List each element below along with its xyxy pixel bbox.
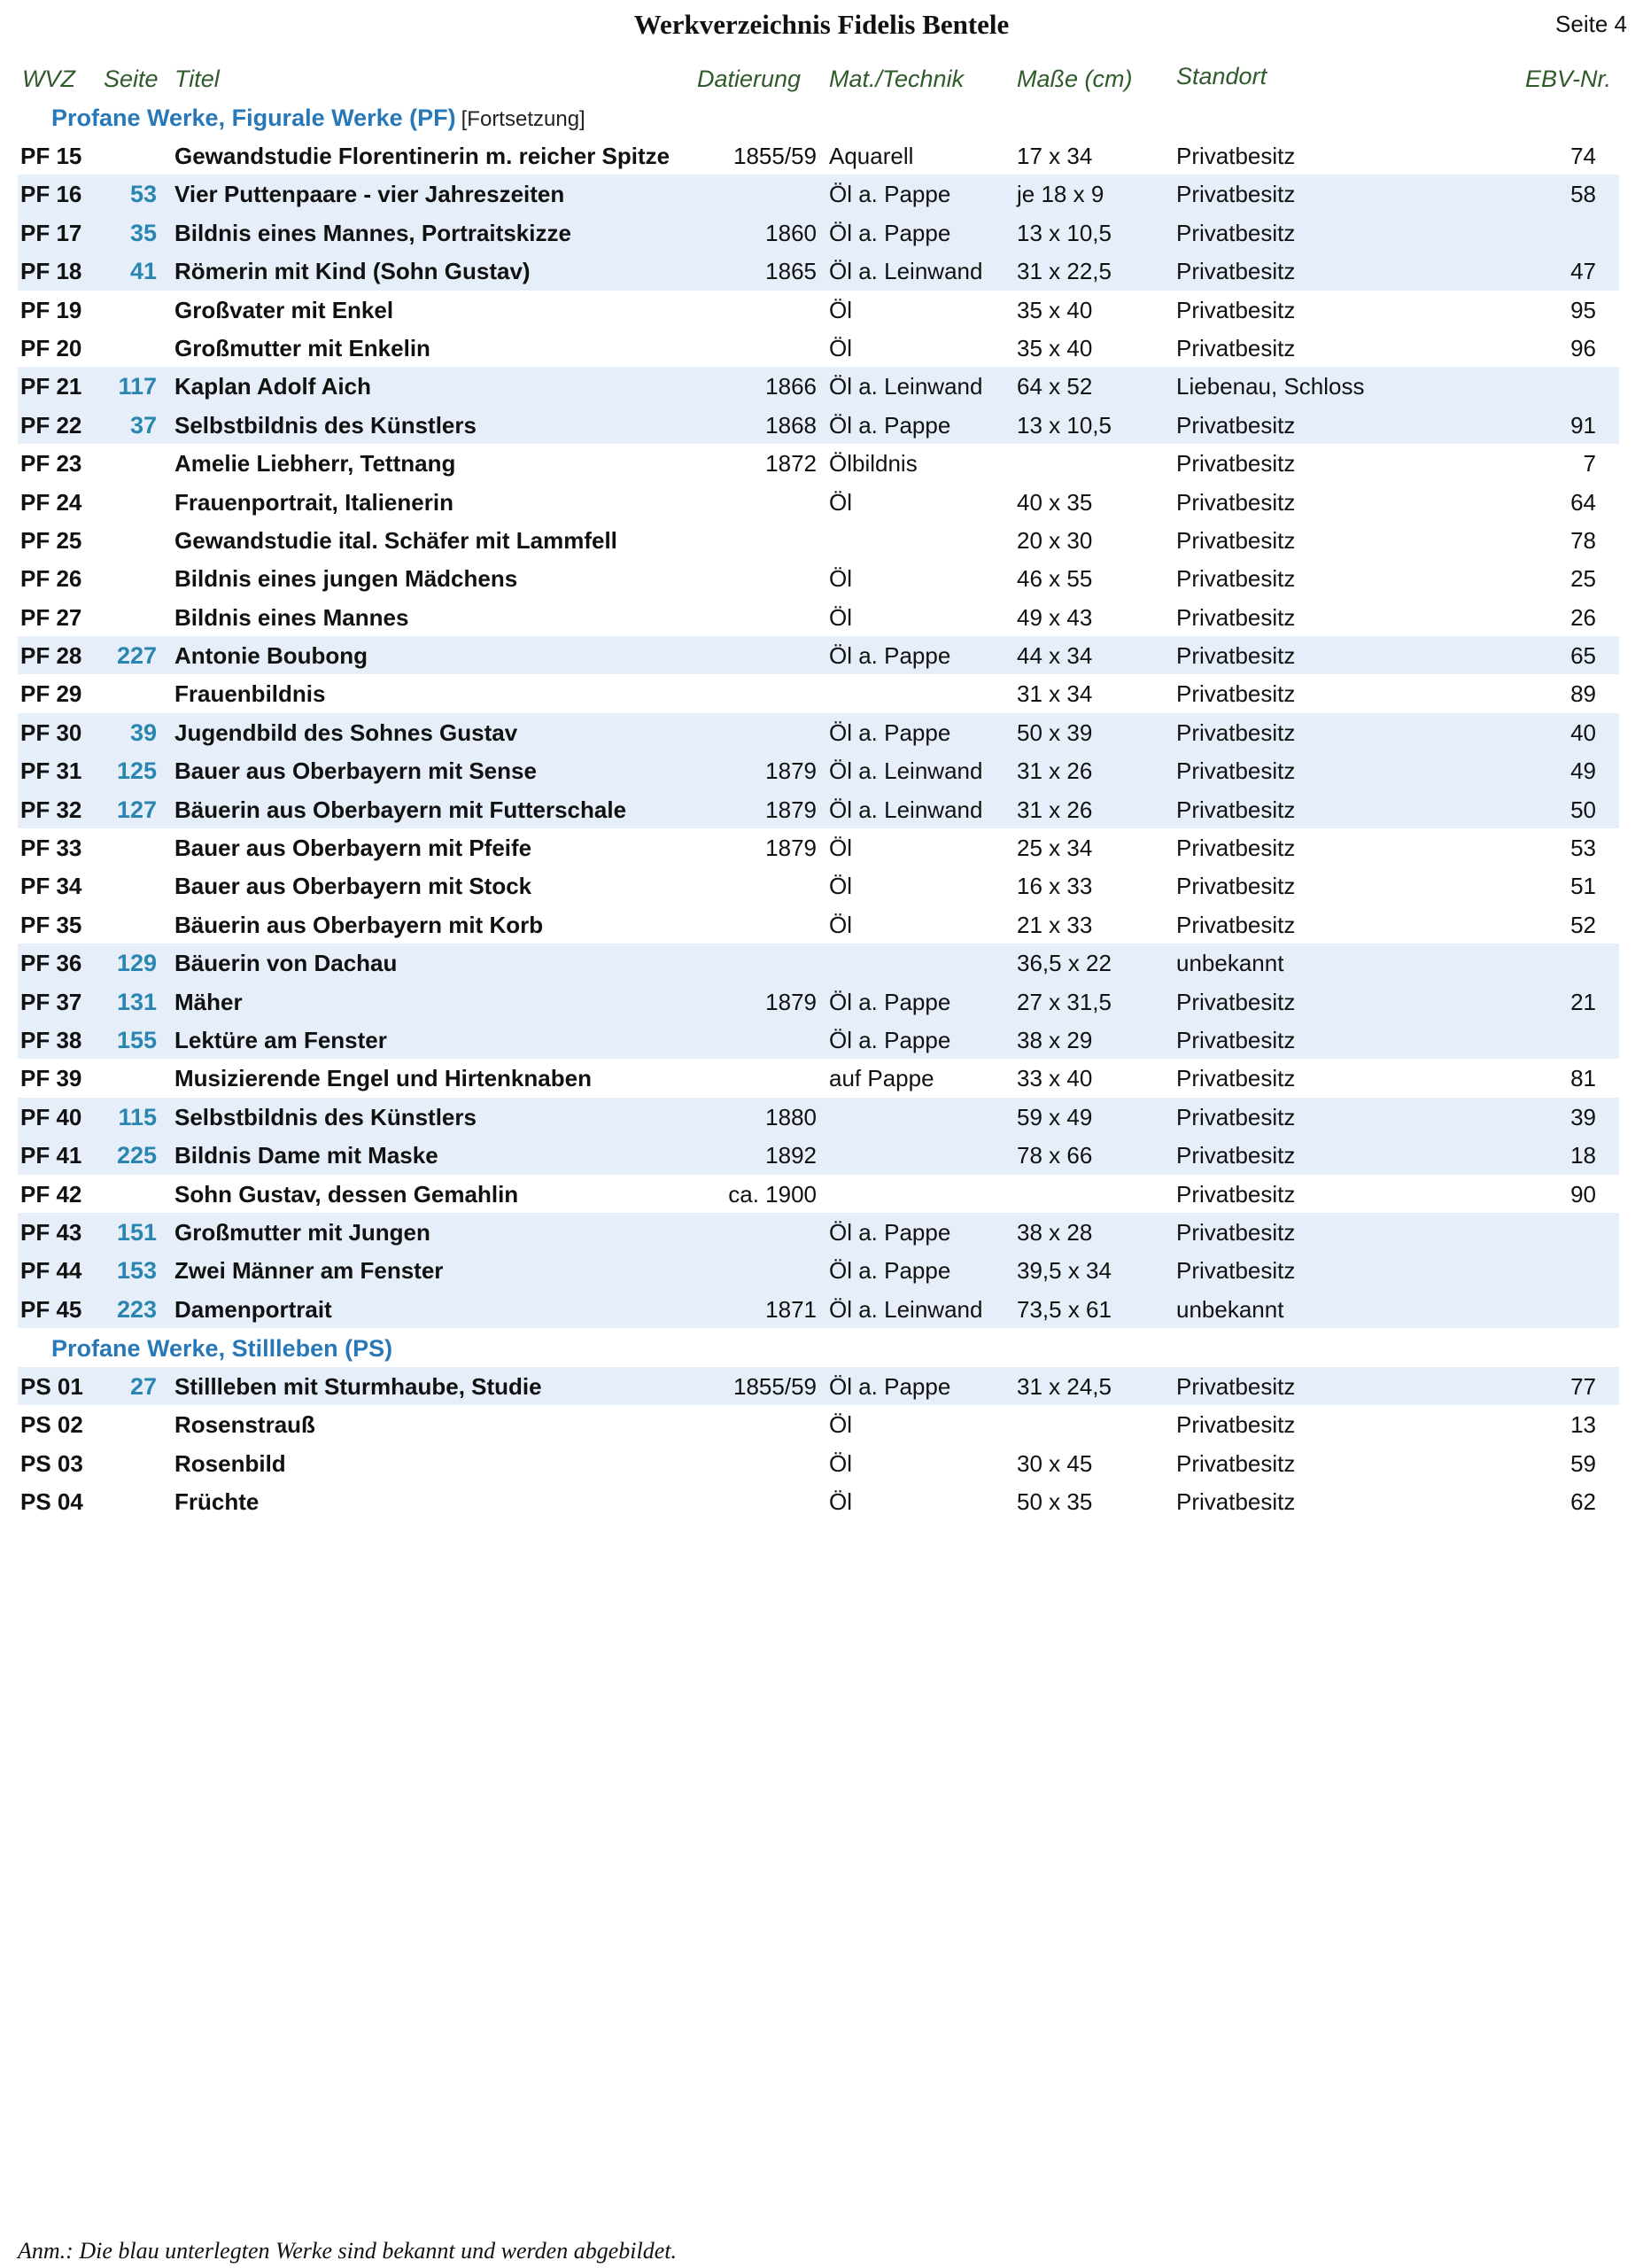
works-table-figurale (18, 136, 1619, 1328)
cell-standort: Privatbesitz (1176, 988, 1296, 1015)
cell-masse: 13 x 10,5 (1017, 219, 1112, 246)
table-row (18, 1251, 1619, 1289)
cell-wvz: PF 33 (20, 835, 82, 862)
cell-standort: Privatbesitz (1176, 526, 1296, 554)
table-row (18, 1175, 1619, 1213)
cell-wvz: PF 27 (20, 603, 82, 631)
cell-ebv: 65 (1570, 642, 1596, 670)
cell-titel: Bauer aus Oberbayern mit Sense (174, 757, 537, 785)
cell-ebv: 52 (1570, 911, 1596, 938)
cell-technik: Öl a. Pappe (829, 1373, 951, 1400)
cell-technik: Öl a. Pappe (829, 1218, 951, 1246)
cell-titel: Zwei Männer am Fenster (174, 1257, 444, 1285)
cell-ebv: 40 (1570, 718, 1596, 746)
cell-wvz: PF 35 (20, 911, 82, 938)
cell-standort: Privatbesitz (1176, 411, 1296, 439)
cell-standort: unbekannt (1176, 1295, 1284, 1323)
cell-masse: 35 x 40 (1017, 296, 1093, 323)
cell-ebv: 39 (1570, 1103, 1596, 1130)
cell-ebv: 47 (1570, 258, 1596, 285)
cell-titel: Amelie Liebherr, Tettnang (174, 450, 456, 478)
cell-masse: 50 x 39 (1017, 718, 1093, 746)
cell-standort: Privatbesitz (1176, 1142, 1296, 1169)
table-row (18, 790, 1619, 828)
cell-seite: 27 (129, 1373, 157, 1400)
cell-wvz: PF 28 (20, 642, 82, 670)
cell-technik: Öl a. Pappe (829, 988, 951, 1015)
cell-titel: Lektüre am Fenster (174, 1026, 387, 1053)
cell-ebv: 49 (1570, 757, 1596, 785)
cell-wvz: PF 43 (20, 1218, 82, 1246)
cell-masse: 44 x 34 (1017, 642, 1093, 670)
cell-titel: Bildnis Dame mit Maske (174, 1142, 438, 1169)
cell-wvz: PF 41 (20, 1142, 82, 1169)
cell-wvz: PF 45 (20, 1295, 82, 1323)
cell-titel: Gewandstudie Florentinerin m. reicher Spitze (174, 143, 670, 169)
cell-titel: Bildnis eines Mannes (174, 603, 409, 631)
cell-titel: Bäuerin von Dachau (174, 950, 398, 977)
cell-technik: Ölbildnis (829, 450, 918, 478)
cell-ebv: 95 (1570, 296, 1596, 323)
cell-wvz: PF 37 (20, 988, 82, 1015)
column-header-technik: Mat./Technik (829, 66, 965, 92)
table-row (18, 751, 1619, 789)
cell-titel: Mäher (174, 988, 243, 1015)
cell-masse: je 18 x 9 (1017, 181, 1104, 208)
cell-masse: 31 x 26 (1017, 796, 1093, 823)
table-row (18, 252, 1619, 290)
cell-technik: Öl a. Pappe (829, 718, 951, 746)
cell-wvz: PF 21 (20, 373, 82, 400)
cell-ebv: 78 (1570, 526, 1596, 554)
cell-ebv: 96 (1570, 334, 1596, 361)
cell-standort: Privatbesitz (1176, 642, 1296, 670)
cell-masse: 38 x 28 (1017, 1218, 1093, 1246)
table-row (18, 291, 1619, 329)
cell-wvz: PF 44 (20, 1257, 82, 1285)
cell-seite: 39 (129, 718, 157, 746)
cell-masse: 40 x 35 (1017, 488, 1093, 516)
cell-wvz: PF 36 (20, 950, 82, 977)
column-header-wvz: WVZ (22, 66, 75, 92)
cell-seite: 125 (116, 757, 157, 785)
cell-masse: 73,5 x 61 (1017, 1295, 1112, 1323)
cell-ebv: 74 (1570, 143, 1596, 169)
cell-standort: Privatbesitz (1176, 1411, 1296, 1439)
table-row (18, 1405, 1619, 1443)
cell-masse: 35 x 40 (1017, 334, 1093, 361)
cell-technik: Öl a. Pappe (829, 642, 951, 670)
cell-datierung: 1868 (765, 411, 817, 439)
cell-titel: Vier Puttenpaare - vier Jahreszeiten (174, 181, 565, 208)
cell-titel: Bäuerin aus Oberbayern mit Futterschale (174, 796, 627, 823)
cell-technik: Öl (829, 565, 852, 593)
cell-technik: Öl (829, 488, 852, 516)
cell-seite: 153 (116, 1257, 157, 1285)
cell-titel: Antonie Boubong (174, 642, 368, 670)
cell-technik: Aquarell (829, 143, 914, 169)
cell-wvz: PF 24 (20, 488, 82, 516)
cell-masse: 27 x 31,5 (1017, 988, 1112, 1015)
cell-ebv: 77 (1570, 1373, 1596, 1400)
cell-titel: Bildnis eines Mannes, Portraitskizze (174, 219, 571, 246)
cell-standort: Privatbesitz (1176, 258, 1296, 285)
cell-titel: Musizierende Engel und Hirtenknaben (174, 1065, 592, 1092)
cell-wvz: PF 42 (20, 1180, 82, 1208)
cell-masse: 78 x 66 (1017, 1142, 1093, 1169)
column-header-standort: Standort (1176, 63, 1267, 89)
cell-technik: Öl (829, 835, 852, 862)
section-title: Profane Werke, Stillleben (PS) (51, 1335, 393, 1362)
cell-wvz: PS 03 (20, 1449, 83, 1477)
page-number: Seite 4 (1555, 11, 1627, 37)
cell-masse: 64 x 52 (1017, 373, 1093, 400)
cell-ebv: 25 (1570, 565, 1596, 593)
cell-datierung: 1879 (765, 757, 817, 785)
cell-seite: 35 (129, 219, 157, 246)
cell-datierung: 1855/59 (733, 1373, 817, 1400)
cell-standort: unbekannt (1176, 950, 1284, 977)
cell-standort: Privatbesitz (1176, 911, 1296, 938)
cell-wvz: PF 39 (20, 1065, 82, 1092)
cell-masse: 21 x 33 (1017, 911, 1093, 938)
cell-technik: Öl (829, 1488, 852, 1516)
footnote: Anm.: Die blau unterlegten Werke sind bekannt und werden abgebildet. (18, 2238, 677, 2264)
cell-standort: Privatbesitz (1176, 1488, 1296, 1516)
cell-wvz: PF 20 (20, 334, 82, 361)
table-row (18, 1290, 1619, 1328)
cell-standort: Privatbesitz (1176, 873, 1296, 900)
cell-ebv: 50 (1570, 796, 1596, 823)
cell-technik: Öl (829, 873, 852, 900)
table-row (18, 444, 1619, 482)
cell-standort: Privatbesitz (1176, 1257, 1296, 1285)
cell-ebv: 51 (1570, 873, 1596, 900)
cell-masse: 30 x 45 (1017, 1449, 1093, 1477)
cell-standort: Privatbesitz (1176, 219, 1296, 246)
cell-masse: 46 x 55 (1017, 565, 1093, 593)
cell-wvz: PF 40 (20, 1103, 82, 1130)
cell-wvz: PF 19 (20, 296, 82, 323)
cell-titel: Frauenportrait, Italienerin (174, 488, 453, 516)
cell-titel: Früchte (174, 1488, 260, 1516)
cell-standort: Privatbesitz (1176, 680, 1296, 708)
cell-standort: Privatbesitz (1176, 1218, 1296, 1246)
cell-ebv: 59 (1570, 1449, 1596, 1477)
cell-standort: Privatbesitz (1176, 1026, 1296, 1053)
cell-seite: 129 (116, 950, 157, 977)
table-row (18, 1136, 1619, 1174)
cell-wvz: PF 17 (20, 219, 82, 246)
cell-datierung: 1871 (765, 1295, 817, 1323)
column-header-seite: Seite (104, 66, 159, 92)
cell-titel: Gewandstudie ital. Schäfer mit Lammfell (174, 526, 617, 554)
cell-wvz: PF 32 (20, 796, 82, 823)
cell-titel: Bauer aus Oberbayern mit Stock (174, 873, 532, 900)
cell-ebv: 91 (1570, 411, 1596, 439)
cell-seite: 155 (116, 1026, 157, 1053)
table-row (18, 367, 1619, 405)
cell-titel: Kaplan Adolf Aich (174, 373, 371, 400)
cell-standort: Privatbesitz (1176, 835, 1296, 862)
cell-seite: 117 (118, 373, 157, 400)
cell-standort: Privatbesitz (1176, 1373, 1296, 1400)
cell-titel: Jugendbild des Sohnes Gustav (174, 718, 518, 746)
cell-ebv: 81 (1570, 1065, 1596, 1092)
cell-standort: Privatbesitz (1176, 1103, 1296, 1130)
table-row (18, 1482, 1619, 1520)
cell-technik: Öl a. Leinwand (829, 258, 983, 285)
cell-technik: Öl (829, 603, 852, 631)
cell-titel: Großmutter mit Enkelin (174, 334, 430, 361)
table-row (18, 175, 1619, 213)
cell-datierung: 1879 (765, 796, 817, 823)
cell-standort: Privatbesitz (1176, 718, 1296, 746)
table-row (18, 1021, 1619, 1059)
cell-titel: Frauenbildnis (174, 680, 326, 708)
cell-ebv: 18 (1570, 1142, 1596, 1169)
cell-masse: 16 x 33 (1017, 873, 1093, 900)
cell-masse: 59 x 49 (1017, 1103, 1093, 1130)
cell-titel: Großmutter mit Jungen (174, 1218, 430, 1246)
cell-wvz: PF 22 (20, 411, 82, 439)
table-row (18, 1367, 1619, 1405)
cell-ebv: 62 (1570, 1488, 1596, 1516)
cell-titel: Bäuerin aus Oberbayern mit Korb (174, 911, 544, 938)
cell-technik: Öl (829, 1449, 852, 1477)
cell-wvz: PS 01 (20, 1373, 83, 1400)
cell-standort: Privatbesitz (1176, 757, 1296, 785)
cell-wvz: PF 30 (20, 718, 82, 746)
cell-titel: Rosenbild (174, 1449, 286, 1477)
cell-standort: Privatbesitz (1176, 1180, 1296, 1208)
cell-technik: Öl a. Pappe (829, 219, 951, 246)
cell-masse: 31 x 24,5 (1017, 1373, 1112, 1400)
document-title: Werkverzeichnis Fidelis Bentele (633, 9, 1010, 40)
section-heading-figurale (51, 105, 585, 132)
cell-datierung: 1872 (765, 450, 817, 478)
section-title: Profane Werke, Figurale Werke (PF) (51, 105, 456, 131)
cell-seite: 223 (116, 1295, 157, 1323)
table-row (18, 559, 1619, 597)
cell-wvz: PF 38 (20, 1026, 82, 1053)
cell-titel: Stillleben mit Sturmhaube, Studie (174, 1373, 542, 1400)
cell-wvz: PF 23 (20, 450, 82, 478)
cell-wvz: PF 29 (20, 680, 82, 708)
cell-wvz: PF 15 (20, 143, 82, 169)
table-row (18, 136, 1619, 175)
cell-masse: 36,5 x 22 (1017, 950, 1112, 977)
cell-wvz: PF 34 (20, 873, 82, 900)
table-row (18, 521, 1619, 559)
table-row (18, 1098, 1619, 1136)
cell-datierung: 1855/59 (733, 143, 817, 169)
cell-seite: 115 (118, 1103, 157, 1130)
cell-seite: 131 (116, 988, 157, 1015)
cell-titel: Damenportrait (174, 1295, 332, 1323)
cell-standort: Privatbesitz (1176, 1449, 1296, 1477)
cell-seite: 37 (129, 411, 157, 439)
table-row (18, 598, 1619, 636)
cell-seite: 53 (129, 181, 157, 208)
column-header-row (0, 63, 1643, 97)
table-row (18, 406, 1619, 444)
cell-ebv: 89 (1570, 680, 1596, 708)
cell-standort: Privatbesitz (1176, 1065, 1296, 1092)
cell-titel: Großvater mit Enkel (174, 296, 394, 323)
cell-masse: 17 x 34 (1017, 143, 1093, 169)
column-header-datierung: Datierung (697, 66, 802, 92)
cell-masse: 13 x 10,5 (1017, 411, 1112, 439)
cell-titel: Bauer aus Oberbayern mit Pfeife (174, 835, 532, 862)
cell-standort: Privatbesitz (1176, 796, 1296, 823)
cell-datierung: 1892 (765, 1142, 817, 1169)
cell-wvz: PF 26 (20, 565, 82, 593)
cell-wvz: PS 02 (20, 1411, 83, 1439)
cell-wvz: PF 18 (20, 258, 82, 285)
cell-titel: Rosenstrauß (174, 1411, 315, 1439)
cell-datierung: 1866 (765, 373, 817, 400)
cell-ebv: 53 (1570, 835, 1596, 862)
cell-technik: Öl a. Leinwand (829, 1295, 983, 1323)
works-table-stillleben (18, 1367, 1619, 1521)
cell-standort: Privatbesitz (1176, 488, 1296, 516)
cell-titel: Selbstbildnis des Künstlers (174, 411, 477, 439)
cell-datierung: 1879 (765, 835, 817, 862)
table-row (18, 983, 1619, 1021)
table-row (18, 866, 1619, 905)
cell-masse: 50 x 35 (1017, 1488, 1093, 1516)
cell-seite: 41 (129, 258, 157, 285)
cell-datierung: 1860 (765, 219, 817, 246)
cell-masse: 39,5 x 34 (1017, 1257, 1112, 1285)
cell-seite: 127 (116, 796, 157, 823)
cell-ebv: 26 (1570, 603, 1596, 631)
cell-ebv: 13 (1570, 1411, 1596, 1439)
cell-seite: 151 (116, 1218, 157, 1246)
section-heading-stillleben (51, 1335, 392, 1363)
cell-technik: auf Pappe (829, 1065, 934, 1092)
cell-technik: Öl a. Pappe (829, 1257, 951, 1285)
cell-technik: Öl a. Pappe (829, 181, 951, 208)
cell-titel: Sohn Gustav, dessen Gemahlin (174, 1180, 519, 1208)
cell-standort: Privatbesitz (1176, 296, 1296, 323)
cell-masse: 33 x 40 (1017, 1065, 1093, 1092)
cell-titel: Römerin mit Kind (Sohn Gustav) (174, 258, 531, 285)
table-row (18, 483, 1619, 521)
cell-technik: Öl a. Pappe (829, 411, 951, 439)
cell-seite: 227 (116, 642, 157, 670)
table-row (18, 944, 1619, 982)
cell-masse: 38 x 29 (1017, 1026, 1093, 1053)
cell-technik: Öl a. Leinwand (829, 796, 983, 823)
cell-technik: Öl a. Pappe (829, 1026, 951, 1053)
cell-standort: Privatbesitz (1176, 565, 1296, 593)
table-row (18, 1444, 1619, 1482)
table-row (18, 713, 1619, 751)
cell-technik: Öl a. Leinwand (829, 757, 983, 785)
cell-seite: 225 (116, 1142, 157, 1169)
cell-masse: 31 x 22,5 (1017, 258, 1112, 285)
table-row (18, 329, 1619, 367)
cell-technik: Öl (829, 1411, 852, 1439)
cell-wvz: PS 04 (20, 1488, 83, 1516)
cell-masse: 49 x 43 (1017, 603, 1093, 631)
cell-standort: Privatbesitz (1176, 450, 1296, 478)
cell-wvz: PF 16 (20, 181, 82, 208)
cell-technik: Öl (829, 334, 852, 361)
column-header-ebv: EBV-Nr. (1525, 66, 1612, 92)
section-continuation-note: [Fortsetzung] (461, 107, 585, 131)
cell-standort: Privatbesitz (1176, 181, 1296, 208)
cell-ebv: 64 (1570, 488, 1596, 516)
column-header-masse: Maße (cm) (1017, 66, 1133, 92)
cell-technik: Öl (829, 296, 852, 323)
cell-masse: 31 x 26 (1017, 757, 1093, 785)
cell-ebv: 90 (1570, 1180, 1596, 1208)
cell-standort: Privatbesitz (1176, 603, 1296, 631)
cell-standort: Privatbesitz (1176, 143, 1296, 169)
cell-technik: Öl (829, 911, 852, 938)
cell-datierung: ca. 1900 (728, 1180, 817, 1208)
table-row (18, 214, 1619, 252)
cell-titel: Selbstbildnis des Künstlers (174, 1103, 477, 1130)
cell-technik: Öl a. Leinwand (829, 373, 983, 400)
cell-standort: Liebenau, Schloss (1176, 373, 1365, 400)
cell-ebv: 58 (1570, 181, 1596, 208)
cell-datierung: 1880 (765, 1103, 817, 1130)
cell-wvz: PF 31 (20, 757, 82, 785)
table-row (18, 828, 1619, 866)
table-row (18, 1213, 1619, 1251)
table-row (18, 636, 1619, 674)
column-header-titel: Titel (174, 66, 220, 92)
cell-ebv: 7 (1583, 450, 1596, 478)
cell-ebv: 21 (1570, 988, 1596, 1015)
cell-datierung: 1865 (765, 258, 817, 285)
cell-masse: 31 x 34 (1017, 680, 1093, 708)
cell-standort: Privatbesitz (1176, 334, 1296, 361)
table-row (18, 1059, 1619, 1097)
table-row (18, 905, 1619, 944)
cell-masse: 25 x 34 (1017, 835, 1093, 862)
cell-titel: Bildnis eines jungen Mädchens (174, 565, 518, 593)
cell-masse: 20 x 30 (1017, 526, 1093, 554)
cell-wvz: PF 25 (20, 526, 82, 554)
table-row (18, 674, 1619, 712)
cell-datierung: 1879 (765, 988, 817, 1015)
